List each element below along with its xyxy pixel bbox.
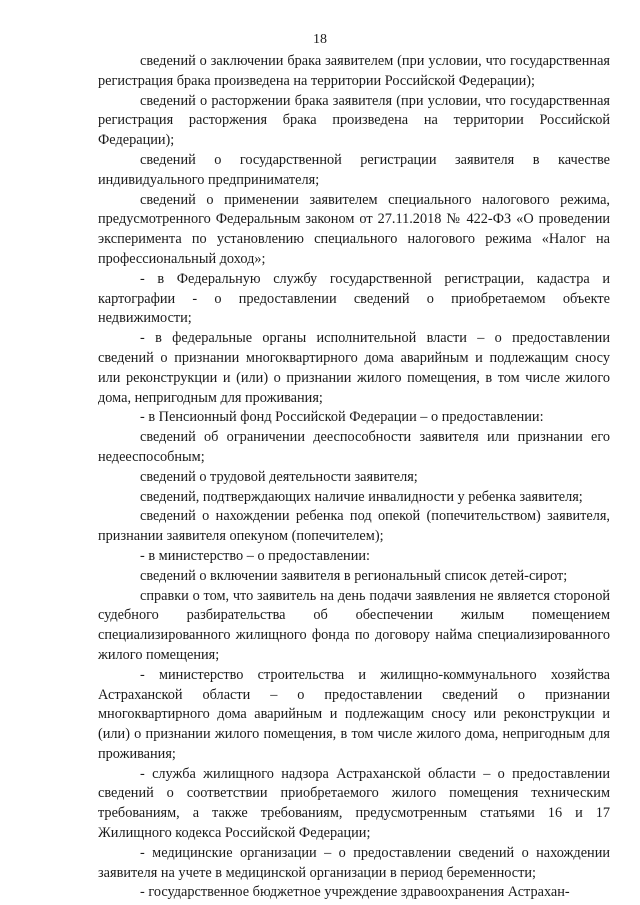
document-body [98,52,610,903]
paragraph-legal-capacity: сведений об ограничении дееспособности заявителя или признании его недееспособным; [98,429,610,465]
paragraph-housing-supervision: - служба жилищного надзора Астраханской области – о предоставлении сведений о соответствии приобретаемого жилого помещения техническим требованиям, а также требованиям, предусмотренным статьями 16 и 17 Жилищного кодекса Российской Федерации; [98,765,610,842]
page-number: 18 [313,32,327,47]
paragraph-pension-fund: - в Пенсионный фонд Российской Федерации – о предоставлении: [140,409,544,426]
paragraph-guardianship: сведений о нахождении ребенка под опекой (попечительством) заявителя, признании заявителя опекуном (попечителем); [98,508,610,545]
paragraph-labor-activity: сведений о трудовой деятельности заявителя; [140,468,418,485]
paragraph-healthcare-institution: - государственное бюджетное учреждение здравоохранения Астрахан- [140,884,570,901]
paragraph-rosreestr: - в Федеральную службу государственной регистрации, кадастра и картографии - о предоставлении сведений о приобретаемом объекте недвижимости; [98,270,610,327]
paragraph-marriage-registration: сведений о заключении брака заявителем (при условии, что государственная регистрация брака произведена на территории Российской Федерации); [98,53,610,89]
paragraph-federal-authorities: - в федеральные органы исполнительной власти – о предоставлении сведений о признании многоквартирного дома аварийным и подлежащим сносу или реконструкции и (или) о признании жилого помещения, в том числе жилого дома, непригодным для проживания; [98,330,610,406]
paragraph-tax-regime: сведений о применении заявителем специального налогового режима, предусмотренного Федеральным законом от 27.11.2018 № 422-ФЗ «О проведении эксперимента по установлению специального налогового режима «Налог на профессиональный доход»; [98,191,610,267]
paragraph-ministry: - в министерство – о предоставлении: [140,547,370,564]
paragraph-court-certificate: справки о том, что заявитель на день подачи заявления не является стороной судебного разбирательства об обеспечении жилым помещением специализированного жилищного фонда по договору найма специализированного жилого помещения; [98,587,610,663]
paragraph-orphans-list: сведений о включении заявителя в региональный список детей-сирот; [140,567,568,584]
paragraph-divorce-registration: сведений о расторжении брака заявителя (при условии, что государственная регистрация расторжения брака произведена на территории Российской Федерации); [98,92,610,149]
paragraph-construction-ministry: - министерство строительства и жилищно-коммунального хозяйства Астраханской области – о предоставлении сведений о признании многоквартирного дома аварийным и подлежащим сносу или реконструкции и (или) о признании жилого помещения, в том числе жилого дома, непригодным для проживания; [98,666,610,762]
paragraph-medical-organizations: - медицинские организации – о предоставлении сведений о нахождении заявителя на учете в медицинской организации в период беременности; [98,844,610,881]
paragraph-child-disability: сведений, подтверждающих наличие инвалидности у ребенка заявителя; [140,488,583,505]
paragraph-entrepreneur-registration: сведений о государственной регистрации заявителя в качестве индивидуального предпринимателя; [98,151,610,188]
